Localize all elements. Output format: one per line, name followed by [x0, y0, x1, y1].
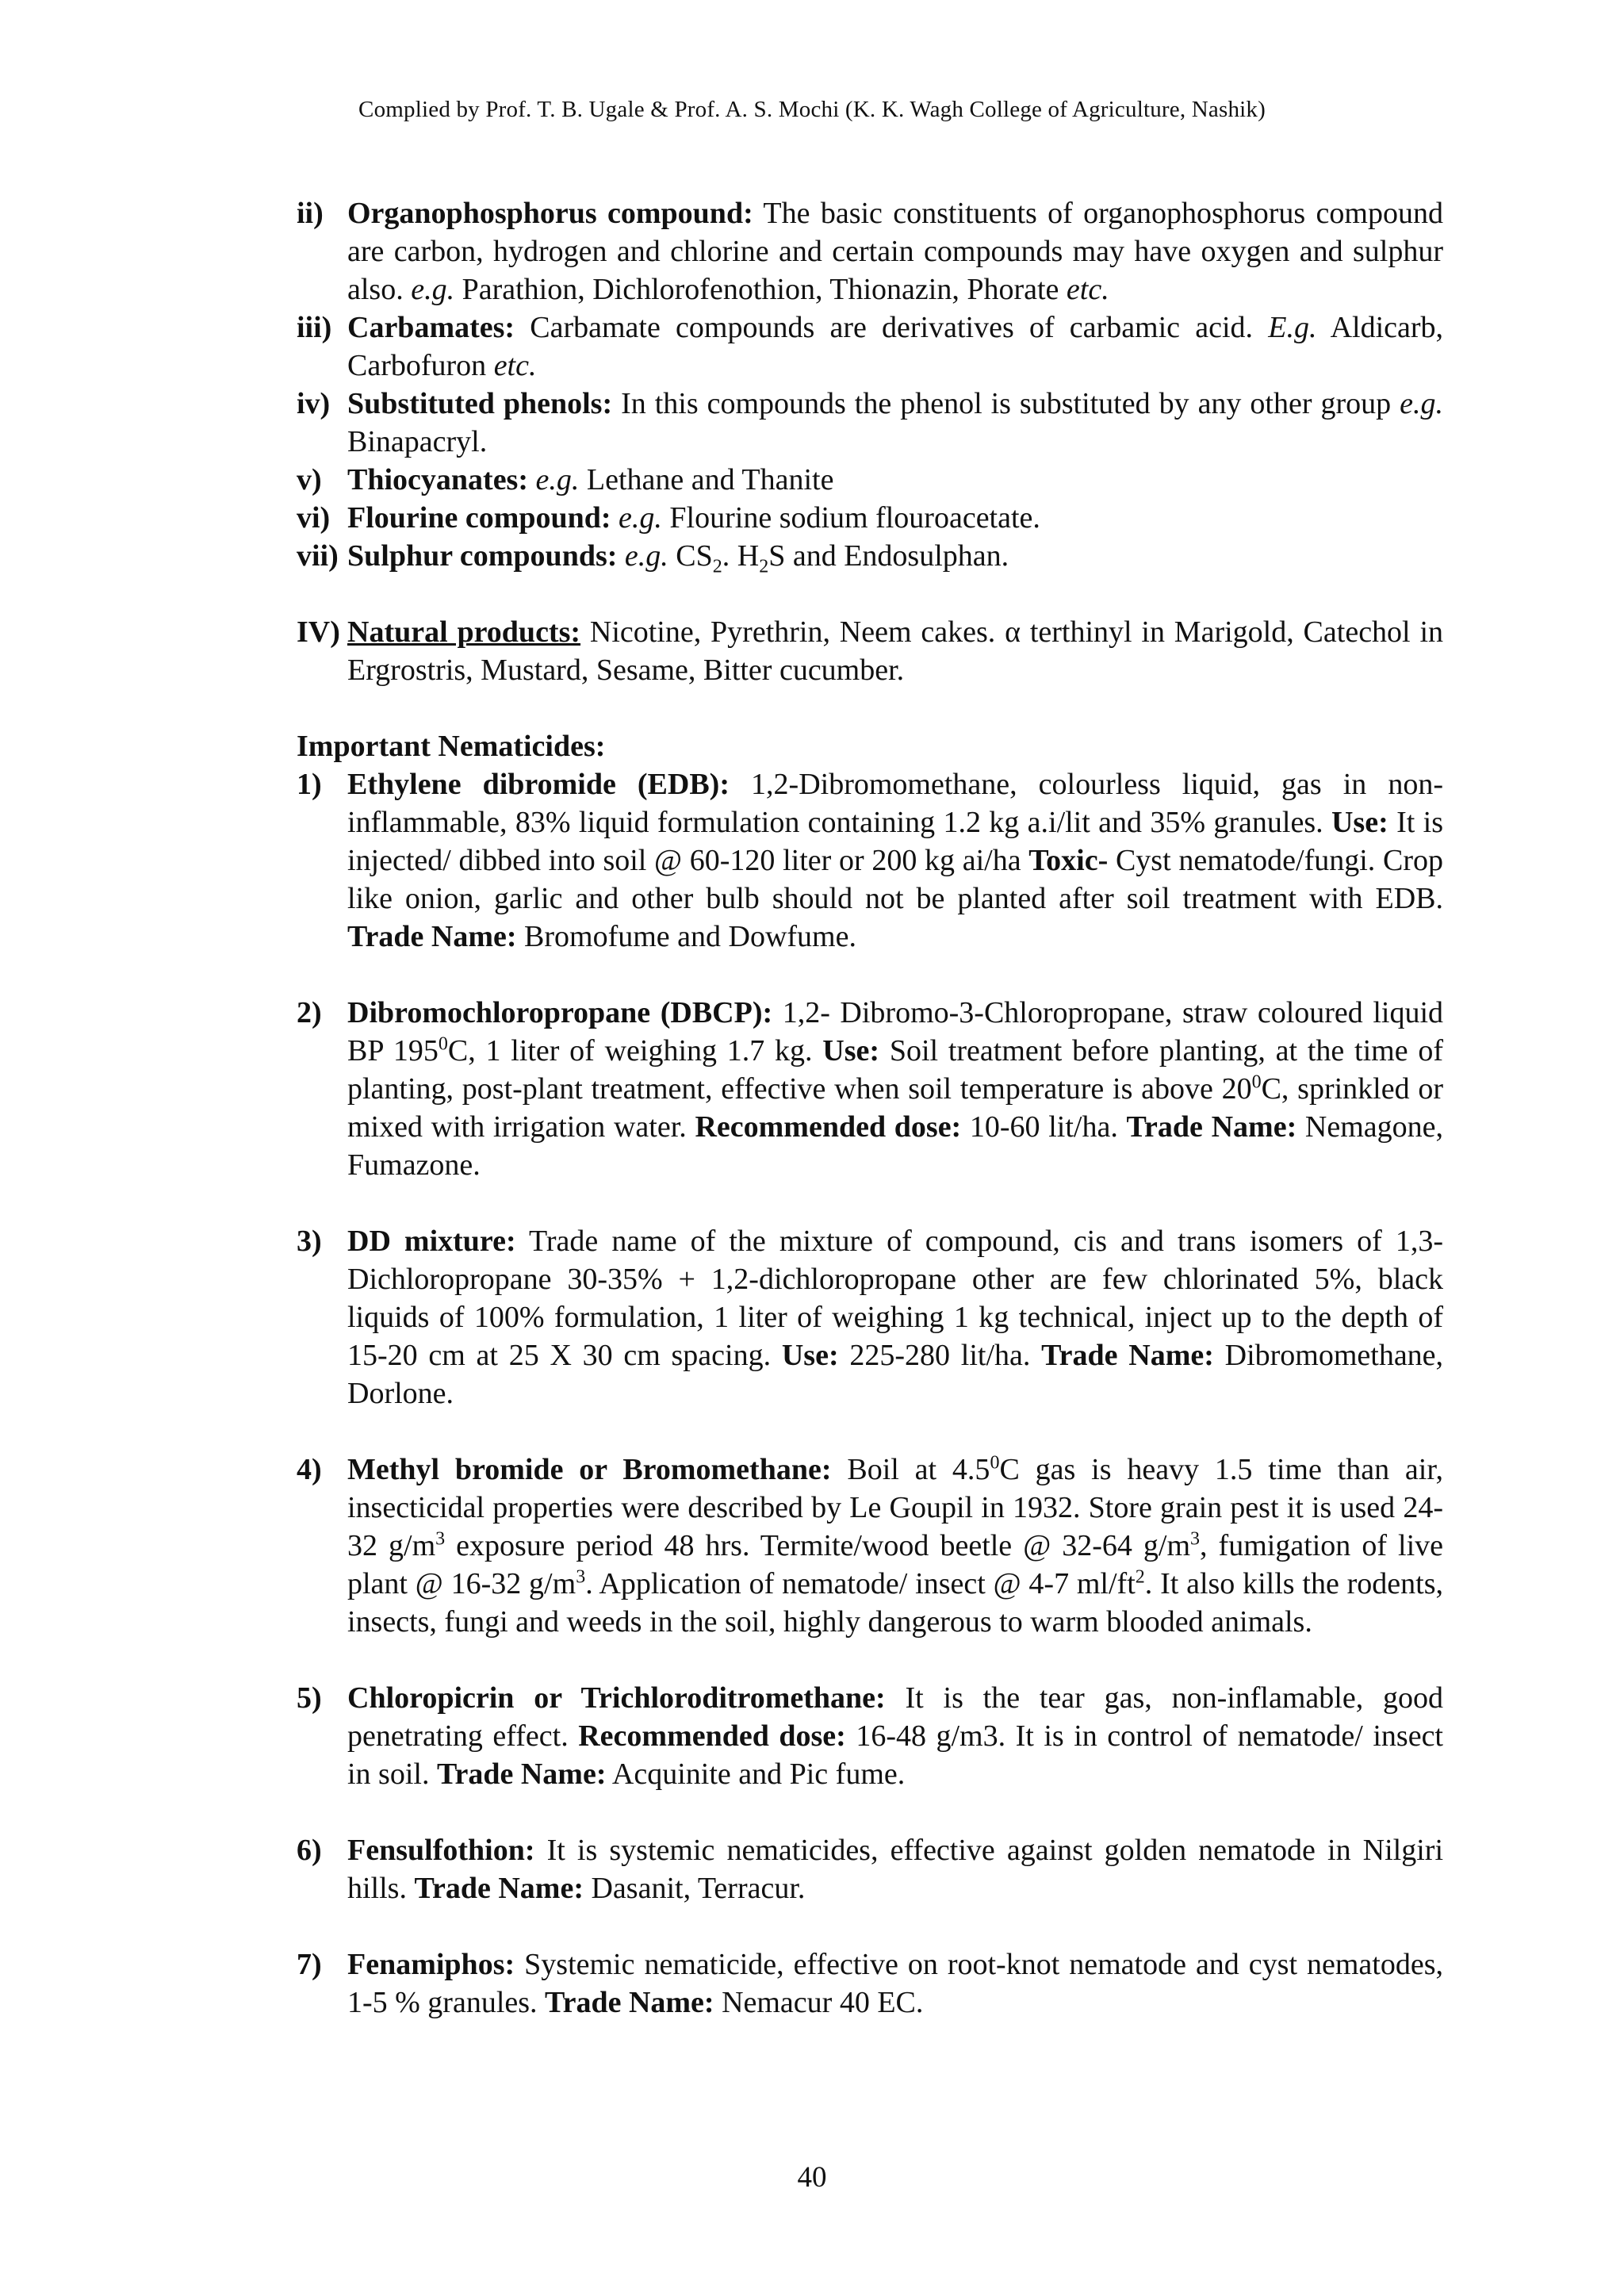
item-number: vi): [297, 501, 331, 535]
document-body: [297, 194, 1443, 2022]
item-number: 6): [297, 1834, 322, 1867]
item-number: ii): [297, 197, 324, 230]
item-number: 3): [297, 1225, 322, 1258]
list-item-dbcp: 2) Dibromochloropropane (DBCP): 1,2- Dibromo-3-Chloropropane, straw coloured liquid BP $195^0C$, 1 liter of weighing 1.7 kg. Use: Soil treatment before planting, at the time of planting, post-plant treatment, effective when soil temperature is above $20^0C$, sprinkled or mixed with irrigation water. Recommended dose: 10-60 lit/ha. Trade Name: Nemagone, Fumazone.: [297, 994, 1443, 1184]
item-number: v): [297, 463, 322, 496]
list-item-chloropicrin: 5) Chloropicrin or Trichloroditromethane: It is the tear gas, non-inflamable, good penetrating effect. Recommended dose: 16-48 g/m3. It is in control of nematode/ insect in soil. Trade Name: Acquinite and Pic fume.: [297, 1679, 1443, 1793]
item-number: IV): [297, 615, 340, 649]
list-item-flourine-compound: vi) Flourine compound: e.g. Flourine sodium flouroacetate.: [297, 499, 1443, 537]
item-number: iii): [297, 311, 332, 344]
list-item-organophosphorus: ii) Organophosphorus compound: The basic constituents of organophosphorus compound are carbon, hydrogen and chlorine and certain compounds may have oxygen and sulphur also. e.g. Parathion, Dichlorofenothion, Thionazin, Phorate etc.: [297, 194, 1443, 309]
item-title: Natural products:: [347, 615, 581, 649]
item-number: 1): [297, 768, 322, 801]
item-title: Sulphur compounds:: [347, 539, 618, 573]
item-number: vii): [297, 539, 339, 573]
list-item-methyl-bromide: 4) Methyl bromide or Bromomethane: Boil at $4.5^0C$ gas is heavy 1.5 time than air, insecticidal properties were described by Le Goupil in 1932. Store grain pest it is used 24-32 $g/m^3$ exposure period 48 hrs. Termite/wood beetle @ 32-64 $g/m^3$, fumigation of live plant @ 16-32 $g/m^3$. Application of nematode/ insect @ 4-7 $ml/ft^2$. It also kills the rodents, insects, fungi and weeds in the soil, highly dangerous to warm blooded animals.: [297, 1451, 1443, 1641]
list-item-edb: 1) Ethylene dibromide (EDB): 1,2-Dibromomethane, colourless liquid, gas in non-inflammable, 83% liquid formulation containing 1.2 kg a.i/lit and 35% granules. Use: It is injected/ dibbed into soil @ 60-120 liter or 200 kg ai/ha Toxic- Cyst nematode/fungi. Crop like onion, garlic and other bulb should not be planted after soil treatment with EDB. Trade Name: Bromofume and Dowfume.: [297, 765, 1443, 956]
list-item-fensulfothion: 6) Fensulfothion: It is systemic nematicides, effective against golden nematode in Nilgiri hills. Trade Name: Dasanit, Terracur.: [297, 1831, 1443, 1907]
item-number: iv): [297, 387, 331, 420]
page-header: Complied by Prof. T. B. Ugale & Prof. A. S. Mochi (K. K. Wagh College of Agriculture, Nashik): [358, 97, 1266, 122]
section-heading: Important Nematicides:: [297, 730, 606, 763]
list-item-thiocyanates: v) Thiocyanates: e.g. Lethane and Thanite: [297, 461, 1443, 499]
item-title: Flourine compound:: [347, 501, 611, 535]
item-title: Methyl bromide or Bromomethane:: [347, 1453, 832, 1486]
item-title: Ethylene dibromide (EDB):: [347, 768, 730, 801]
item-number: 4): [297, 1453, 322, 1486]
item-number: 5): [297, 1681, 322, 1715]
item-title: Fenamiphos:: [347, 1948, 515, 1981]
list-item-carbamates: iii) Carbamates: Carbamate compounds are derivatives of carbamic acid. E.g. Aldicarb, Carbofuron etc.: [297, 309, 1443, 385]
item-title: Fensulfothion:: [347, 1834, 535, 1867]
item-title: Organophosphorus compound:: [347, 197, 753, 230]
list-item-substituted-phenols: iv) Substituted phenols: In this compounds the phenol is substituted by any other group e.g. Binapacryl.: [297, 385, 1443, 461]
item-title: Carbamates:: [347, 311, 515, 344]
list-item-dd-mixture: 3) DD mixture: Trade name of the mixture of compound, cis and trans isomers of 1,3-Dichloropropane 30-35% + 1,2-dichloropropane other are few chlorinated 5%, black liquids of 100% formulation, 1 liter of weighing 1 kg technical, inject up to the depth of 15-20 cm at 25 X 30 cm spacing. Use: 225-280 lit/ha. Trade Name: Dibromomethane, Dorlone.: [297, 1222, 1443, 1412]
item-title: Dibromochloropropane (DBCP):: [347, 996, 773, 1029]
page-number: 40: [797, 2161, 827, 2194]
item-number: 2): [297, 996, 322, 1029]
list-item-natural-products: IV) Natural products: Nicotine, Pyrethrin, Neem cakes. α terthinyl in Marigold, Catechol in Ergrostris, Mustard, Sesame, Bitter cucumber.: [297, 613, 1443, 689]
item-title: Thiocyanates:: [347, 463, 528, 496]
item-title: Chloropicrin or Trichloroditromethane:: [347, 1681, 886, 1715]
item-number: 7): [297, 1948, 322, 1981]
item-title: Substituted phenols:: [347, 387, 613, 420]
list-item-fenamiphos: 7) Fenamiphos: Systemic nematicide, effective on root-knot nematode and cyst nematodes, 1-5 % granules. Trade Name: Nemacur 40 EC.: [297, 1945, 1443, 2022]
list-item-sulphur-compounds: vii) Sulphur compounds: e.g. $CS_2$. $H_2S$ and Endosulphan.: [297, 537, 1443, 575]
item-title: DD mixture:: [347, 1225, 516, 1258]
